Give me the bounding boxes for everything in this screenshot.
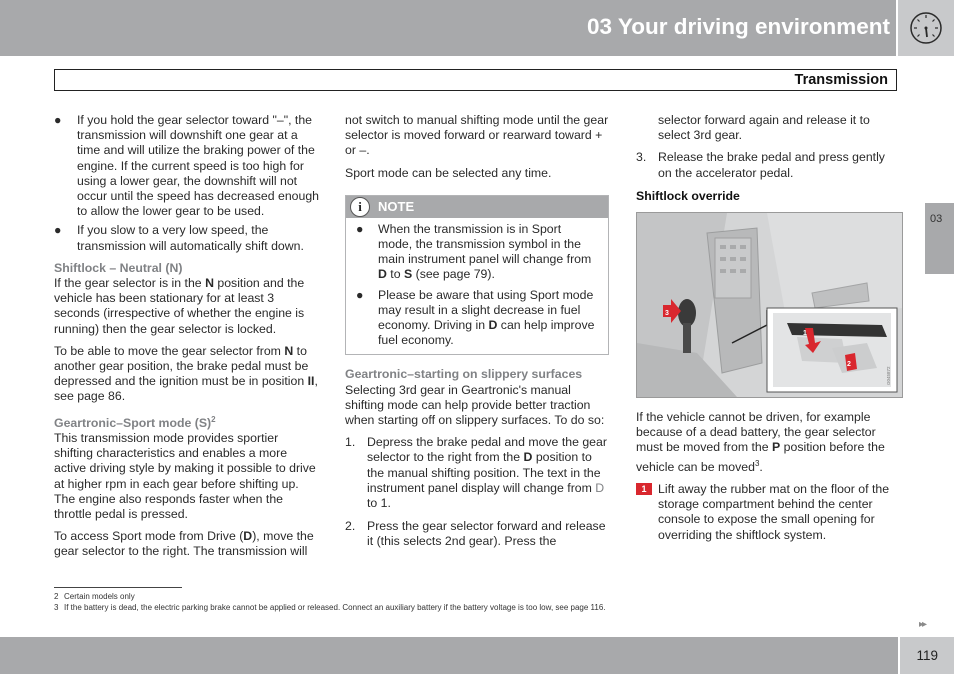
figure-code: G045872	[886, 366, 891, 386]
header-bar	[0, 0, 954, 56]
paragraph: If the gear selector is in the N position and the vehicle has been stationary for at least 3 seconds (irrespective of whether the engine is running) then the gear selector is locked.	[54, 276, 305, 336]
note-box	[345, 195, 609, 356]
note-header	[346, 196, 608, 218]
instruction-item: 1 Lift away the rubber mat on the floor of the storage compartment behind the center console to expose the small opening for overriding the shiftlock system.	[636, 482, 902, 543]
paragraph: Selecting 3rd gear in Geartronic's manual shifting mode can help provide better traction when starting off on slippery surfaces. To do so:	[345, 382, 605, 428]
paragraph: If the vehicle cannot be driven, for example because of a dead battery, the gear selector must be moved from the P position before the vehicle can be moved$^3$.	[636, 410, 885, 474]
subheading-slippery: Geartronic–starting on slippery surfaces	[345, 367, 583, 382]
footnote: 3 If the battery is dead, the electric parking brake cannot be applied or released. Connect an auxiliary battery if the battery voltage is too low, see page 116.	[54, 603, 606, 612]
paragraph: To be able to move the gear selector from N to another gear position, the brake pedal must be depressed and the ignition must be in position II, see page 86.	[54, 343, 318, 404]
shiftlock-override-illustration	[636, 212, 903, 398]
section-header-box	[54, 69, 897, 91]
list-item: ● If you slow to a very low speed, the transmission will automatically shift down.	[54, 223, 304, 253]
footnote: 2 Certain models only	[54, 592, 135, 601]
chapter-tab: 03	[925, 203, 954, 274]
step-number-icon: 1	[636, 483, 652, 495]
bullet-dot: ●	[356, 287, 364, 302]
footer-bar	[0, 637, 954, 674]
next-page-arrows-icon: ▸▸	[919, 619, 926, 630]
section-title: Transmission	[794, 72, 888, 88]
paragraph: This transmission mode provides sportier shifting characteristics and enables a more active driving style by making it possible to drive at higher rpm in each gear before shifting up. The engine also responds faster when the throttle pedal is pressed.	[54, 430, 316, 521]
subheading-shiftlock-override: Shiftlock override	[636, 188, 740, 203]
paragraph: not switch to manual shifting mode until the gear selector is moved forward or rearward toward + or –.	[345, 113, 609, 158]
column-1	[54, 113, 319, 567]
list-item: ● When the transmission is in Sport mode, the transmission symbol in the main instrument panel will change from D to S (see page 79).	[356, 221, 592, 282]
note-label: NOTE	[378, 198, 415, 214]
figure-label-3: 3	[665, 310, 669, 318]
footnote-divider	[54, 587, 182, 588]
console-illustration	[637, 213, 902, 397]
subheading-shiftlock: Shiftlock – Neutral (N)	[54, 260, 183, 275]
gauge-icon-box	[896, 0, 954, 56]
bullet-dot: ●	[54, 223, 62, 238]
bullet-dot: ●	[54, 113, 62, 127]
figure-label-2: 2	[847, 361, 851, 369]
paragraph: Sport mode can be selected any time.	[345, 165, 552, 180]
step-item: 2. Press the gear selector forward and release it (this selects 2nd gear). Press the	[345, 519, 606, 549]
figure-label-1: 1	[803, 330, 807, 338]
list-item: ● Please be aware that using Sport mode may result in a slight decrease in fuel economy. Driving in D can help improve fuel economy.	[356, 287, 595, 348]
page-number-box	[898, 637, 954, 674]
note-body	[346, 218, 608, 355]
column-2	[345, 113, 609, 558]
step-item: 3. Release the brake pedal and press gently on the accelerator pedal.	[636, 150, 885, 180]
column-3	[636, 113, 902, 543]
list-item: ● If you hold the gear selector toward "–", the transmission will downshift one gear at a time and will utilize the braking power of the engine. If the current speed is too high for using a lower gear, the downshift will not occur until the speed has decreased enough to allow the lower gear to be used.	[54, 113, 320, 219]
page-number: 119	[916, 648, 938, 663]
paragraph: To access Sport mode from Drive (D), move the gear selector to the right. The transmission will	[54, 529, 314, 559]
step-continuation: selector forward again and release it to select 3rd gear.	[658, 113, 870, 143]
speedometer-icon	[898, 0, 954, 56]
info-icon: i	[350, 197, 370, 217]
bullet-dot: ●	[356, 221, 364, 236]
chapter-title: 03 Your driving environment	[587, 14, 890, 39]
step-item: 1. Depress the brake pedal and move the gear selector to the right from the D position to the manual shifting position. The text in the instrument panel display will change from D to 1.	[345, 435, 607, 511]
subheading-sport-mode: Geartronic–Sport mode $(S)^2$	[54, 414, 216, 430]
